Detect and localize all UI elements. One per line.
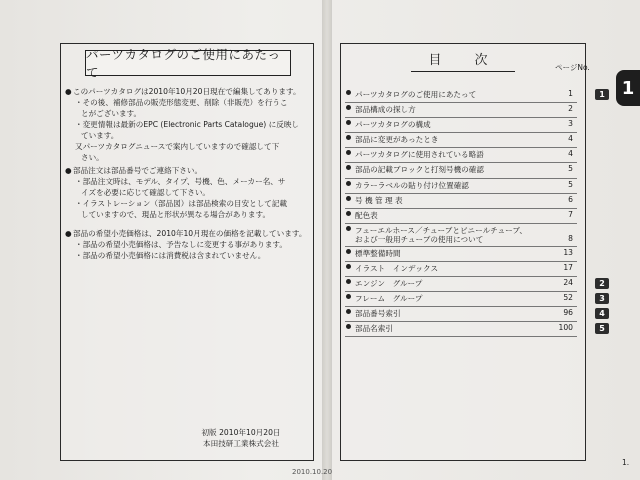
- toc-entry-title: 部品番号索引: [355, 309, 401, 319]
- toc-entry-page: 13: [563, 247, 573, 257]
- toc-entry[interactable]: [345, 194, 577, 209]
- toc-heading: 目 次: [428, 53, 498, 68]
- toc-entry-title: イラスト インデックス: [355, 263, 439, 273]
- toc-entry[interactable]: [345, 277, 605, 292]
- toc-entry-page: 8: [568, 233, 573, 243]
- note-line: ・変更情報は最新のEPC (Electronic Parts Catalogue) に反映し: [75, 120, 300, 129]
- ordering-note: [65, 165, 309, 220]
- bullet-icon: [346, 249, 351, 254]
- catalog-date-note: [65, 86, 309, 163]
- publisher-name: 本田技研工業株式会社: [203, 439, 279, 448]
- note-line: ・イラストレーション（部品図）は部品検索の目安として記載: [75, 199, 288, 208]
- toc-entry-title: フレーム グループ: [355, 294, 423, 304]
- toc-entry-page: 17: [563, 262, 573, 272]
- section-edge-tab[interactable]: 1: [616, 70, 640, 106]
- print-code: 2010.10.20: [292, 468, 333, 476]
- section-number-badge[interactable]: 2: [595, 278, 609, 289]
- note-line: していますので、現品と形状が異なる場合があります。: [81, 210, 271, 219]
- toc-entry-title: パーツカタログのご使用にあたって: [355, 90, 477, 99]
- toc-entry-title: 標準整備時間: [355, 248, 401, 258]
- bullet: ●: [65, 166, 72, 175]
- note-line: ・部品の希望小売価格は、予告なしに変更する事があります。: [75, 240, 288, 249]
- bullet-icon: [346, 105, 351, 110]
- toc-entry-title: 部品構成の探し方: [355, 105, 416, 115]
- note-line: このパーツカタログは2010年10月20日現在で編集してあります。: [73, 87, 301, 96]
- bullet-icon: [346, 211, 351, 216]
- note-line: イズを必要に応じて確認して下さい。: [81, 188, 211, 197]
- bullet-icon: [346, 309, 351, 314]
- toc-entry-page: 100: [558, 323, 573, 333]
- toc-entry[interactable]: [345, 118, 577, 133]
- toc-entry[interactable]: [345, 148, 577, 163]
- toc-entry[interactable]: [345, 262, 577, 277]
- toc-entry[interactable]: [345, 88, 605, 103]
- bullet-icon: [346, 90, 351, 95]
- toc-entry[interactable]: [345, 103, 577, 118]
- section-number-badge[interactable]: 5: [595, 323, 609, 334]
- toc-entry-title: 部品名索引: [355, 324, 393, 334]
- edition-date: 初版 2010年10月20日: [201, 428, 281, 437]
- book-gutter: [322, 0, 332, 480]
- note-line: 部品の希望小売価格は、2010年10月現在の価格を記載しています。: [73, 229, 307, 238]
- bullet-icon: [346, 165, 351, 170]
- section-number-badge[interactable]: 4: [595, 308, 609, 319]
- toc-entry[interactable]: [345, 224, 577, 247]
- section-number-badge[interactable]: 1: [595, 89, 609, 100]
- bullet-icon: [346, 324, 351, 329]
- toc-entry-title: 号 機 管 理 表: [355, 195, 403, 205]
- bullet: ●: [65, 87, 72, 96]
- toc-entry[interactable]: [345, 163, 577, 178]
- note-line: ・その後、補修部品の販売形態変更、削除（非販売）を行うこ: [75, 98, 288, 107]
- toc-entry-title: 配色表: [355, 210, 378, 220]
- note-line: ています。: [81, 131, 119, 140]
- edition-info: [181, 427, 301, 449]
- toc-entry-page: 24: [563, 278, 573, 288]
- toc-entry-page: 4: [568, 134, 573, 144]
- toc-divider: [345, 336, 577, 337]
- bullet-icon: [346, 294, 351, 299]
- toc-entry-page: 6: [568, 194, 573, 204]
- toc-entry-page: 5: [568, 164, 573, 174]
- toc-entry-page: 4: [568, 149, 573, 159]
- bullet-icon: [346, 279, 351, 284]
- bullet-icon: [346, 264, 351, 269]
- table-of-contents-panel: [340, 43, 605, 461]
- toc-entry[interactable]: [345, 322, 605, 337]
- page-number-label: ページNo.: [555, 63, 590, 72]
- toc-entry-title-continued: および一般用チューブの使用について: [355, 234, 484, 244]
- toc-entry-page: 1: [568, 89, 573, 98]
- toc-entry-page: 2: [568, 104, 573, 114]
- toc-entry[interactable]: [345, 133, 577, 148]
- toc-entry[interactable]: [345, 209, 577, 224]
- toc-entry[interactable]: [345, 247, 577, 262]
- toc-entry-title: カラーラベルの貼り付け位置確認: [355, 180, 469, 190]
- toc-entry-page: 96: [563, 308, 573, 318]
- toc-entry-title: パーツカタログに使用されている略語: [355, 150, 484, 160]
- usage-notes-title: パーツカタログのご使用にあたって: [85, 50, 291, 76]
- usage-notes-panel: [60, 43, 314, 461]
- toc-entry-title: エンジン グループ: [355, 279, 423, 289]
- toc-heading-underline: [411, 71, 515, 72]
- toc-entry-page: 52: [563, 293, 573, 303]
- toc-list: [345, 88, 605, 337]
- price-note: [65, 228, 309, 261]
- bullet-icon: [346, 181, 351, 186]
- note-line: 部品注文は部品番号でご連絡下さい。: [73, 166, 203, 175]
- note-line: ・部品の希望小売価格には消費税は含まれていません。: [75, 251, 266, 260]
- toc-entry-page: 3: [568, 119, 573, 129]
- bullet-icon: [346, 150, 351, 155]
- toc-entry-title: 部品の記載ブロックと打刻号機の確認: [355, 165, 484, 175]
- toc-entry-title: パーツカタログの構成: [355, 120, 431, 130]
- bullet-icon: [346, 135, 351, 140]
- toc-entry[interactable]: [345, 307, 605, 322]
- toc-entry-title: フューエルホース／チューブとビニールチューブ、: [355, 225, 527, 235]
- bullet-icon: [346, 120, 351, 125]
- toc-entry-page: 7: [568, 209, 573, 219]
- page-number: 1.: [622, 458, 630, 467]
- toc-entry-title: 部品に変更があったとき: [355, 135, 439, 145]
- bullet-icon: [346, 226, 351, 231]
- section-number-badge[interactable]: 3: [595, 293, 609, 304]
- note-line: 又パーツカタログニュースで案内していますので確認して下: [75, 142, 280, 151]
- bullet: ●: [65, 229, 72, 238]
- note-line: ・部品注文時は、モデル、タイプ、号機、色、メーカー名、サ: [75, 177, 286, 186]
- bullet-icon: [346, 196, 351, 201]
- toc-entry-page: 5: [568, 179, 573, 189]
- note-line: さい。: [81, 153, 104, 162]
- toc-entry[interactable]: [345, 292, 605, 307]
- toc-entry[interactable]: [345, 179, 577, 194]
- note-line: とがございます。: [81, 109, 142, 118]
